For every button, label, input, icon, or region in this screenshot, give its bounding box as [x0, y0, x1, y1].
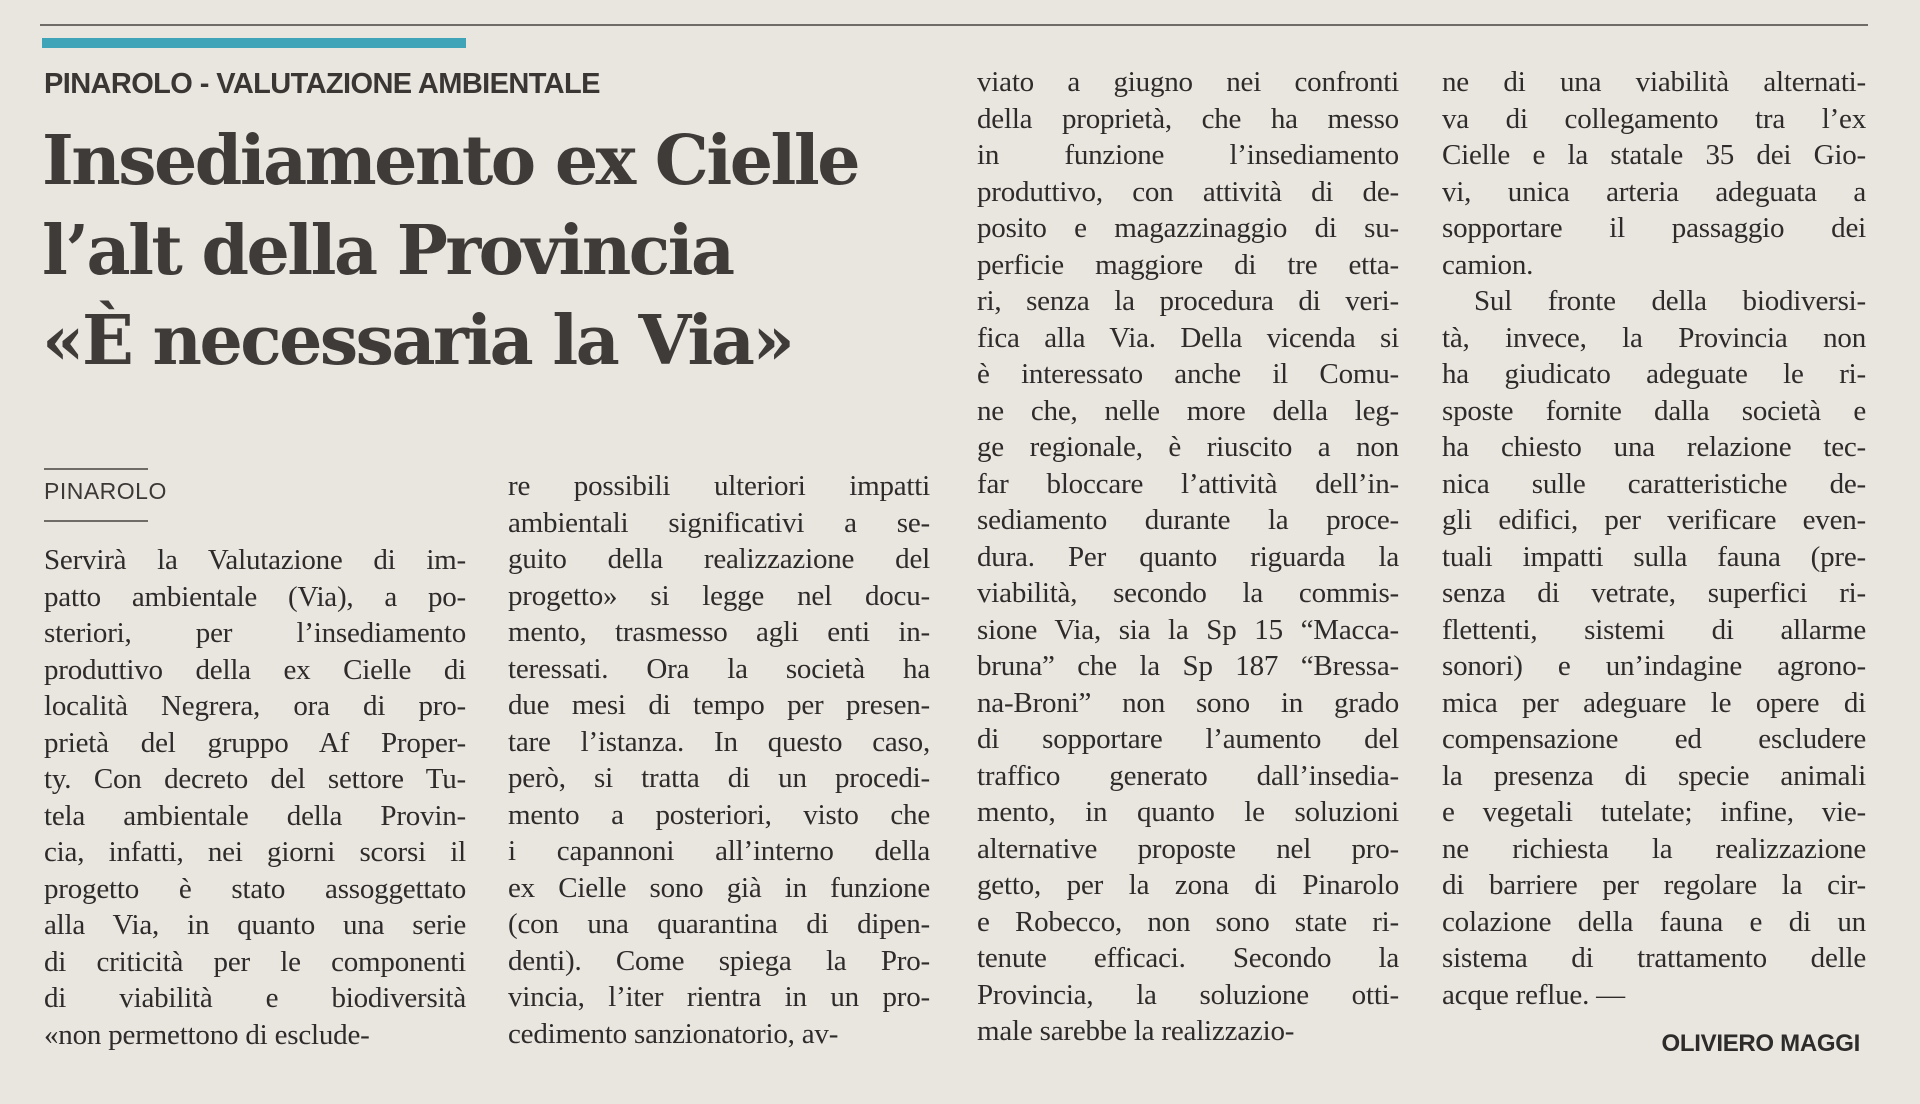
article-text-line: di sopportare l’aumento del: [977, 723, 1399, 755]
article-text-line: camion.: [1442, 248, 1534, 281]
location-label: PINAROLO: [44, 478, 167, 504]
article-text-line: sonori) e un’indagine agrono-: [1442, 650, 1866, 682]
headline: [42, 116, 922, 386]
article-text-line: steriori, per l’insediamento: [44, 617, 466, 649]
article-text-line: teressati. Ora la società ha: [508, 652, 930, 685]
article-text-line: Sul fronte della biodiversi-: [1474, 285, 1866, 317]
article-text-line: tenute efficaci. Secondo la: [977, 942, 1399, 974]
article-text-line: tela ambientale della Provin-: [44, 799, 466, 832]
article-text-line: sopportare il passaggio dei: [1442, 212, 1866, 244]
article-text-line: Cielle e la statale 35 dei Gio-: [1442, 139, 1866, 171]
article-text-line: sione Via, sia la Sp 15 “Macca-: [977, 613, 1399, 646]
article-text-line: Servirà la Valutazione di im-: [44, 544, 466, 576]
location-rule-top: [44, 468, 148, 470]
article-text-line: posito e magazzinaggio di su-: [977, 212, 1399, 244]
article-text-line: e vegetali tutelate; infine, vie-: [1442, 796, 1866, 828]
article-text-line: in funzione l’insediamento: [977, 139, 1399, 171]
location-rule-bottom: [44, 520, 148, 522]
article-text-line: ty. Con decreto del settore Tu-: [44, 763, 466, 795]
article-text-line: mento a posteriori, visto che: [508, 798, 930, 831]
article-text-line: progetto è stato assoggettato: [44, 872, 466, 905]
article-text-line: mento, in quanto le soluzioni: [977, 796, 1399, 828]
article-text-line: bruna” che la Sp 187 “Bressa-: [977, 650, 1399, 682]
article-text-line: mica per adeguare le opere di: [1442, 686, 1866, 719]
article-text-line: na-Broni” non sono in grado: [977, 686, 1399, 719]
article-text-line: e Robecco, non sono state ri-: [977, 905, 1399, 938]
article-text-line: «non permettono di esclude-: [44, 1018, 370, 1051]
article-column-3: [977, 64, 1399, 1050]
article-text-line: patto ambientale (Via), a po-: [44, 580, 466, 613]
article-text-line: vi, unica arteria adeguata a: [1442, 175, 1866, 208]
article-text-line: flettenti, sistemi di allarme: [1442, 613, 1866, 646]
article-text-line: cia, infatti, nei giorni scorsi il: [44, 836, 466, 868]
article-text-line: va di collegamento tra l’ex: [1442, 102, 1866, 135]
article-text-line: fica alla Via. Della vicenda si: [977, 321, 1399, 354]
top-rule: [40, 24, 1868, 26]
article-text-line: ge regionale, è riuscito a non: [977, 431, 1399, 463]
headline-line: Insediamento ex Cielle: [42, 121, 858, 201]
article-text-line: compensazione ed escludere: [1442, 723, 1866, 755]
article-text-line: dura. Per quanto riguarda la: [977, 540, 1399, 573]
article-text-line: ha giudicato adeguate le ri-: [1442, 358, 1866, 390]
article-text-line: viato a giugno nei confronti: [977, 66, 1399, 98]
article-text-line: guito della realizzazione del: [508, 543, 930, 575]
article-text-line: cedimento sanzionatorio, av-: [508, 1017, 839, 1050]
section-accent-bar: [42, 38, 466, 48]
article-text-line: sposte fornite dalla società e: [1442, 394, 1866, 427]
article-text-line: re possibili ulteriori impatti: [508, 470, 930, 502]
article-text-line: di barriere per regolare la cir-: [1442, 869, 1866, 901]
article-column-4: [1442, 64, 1866, 1013]
article-column-2: [508, 468, 930, 1052]
article-text-line: progetto» si legge nel docu-: [508, 579, 930, 612]
article-text-line: gli edifici, per verificare even-: [1442, 504, 1866, 536]
article-text-line: località Negrera, ora di pro-: [44, 690, 466, 722]
article-text-line: alla Via, in quanto una serie: [44, 909, 466, 941]
article-text-line: alternative proposte nel pro-: [977, 832, 1399, 865]
kicker: PINAROLO - VALUTAZIONE AMBIENTALE: [44, 68, 600, 100]
article-text-line: getto, per la zona di Pinarolo: [977, 869, 1399, 901]
article-text-line: ne di una viabilità alternati-: [1442, 66, 1866, 98]
article-text-line: ex Cielle sono già in funzione: [508, 871, 930, 904]
author-byline: OLIVIERO MAGGI: [1661, 1030, 1860, 1057]
article-text-line: vincia, l’iter rientra in un pro-: [508, 981, 930, 1013]
article-text-line: tuali impatti sulla fauna (pre-: [1442, 540, 1866, 573]
article-text-line: ambientali significativi a se-: [508, 506, 930, 539]
article-text-line: sistema di trattamento delle: [1442, 942, 1866, 974]
article-text-line: di criticità per le componenti: [44, 945, 466, 978]
byline-row: [1442, 1024, 1866, 1060]
article-text-line: produttivo della ex Cielle di: [44, 653, 466, 686]
headline-line: l’alt della Provincia: [42, 211, 733, 291]
article-text-line: i capannoni all’interno della: [508, 835, 930, 867]
headline-line: «È necessaria la Via»: [42, 301, 793, 381]
article-text-line: ne che, nelle more della leg-: [977, 394, 1399, 427]
article-text-line: della proprietà, che ha messo: [977, 102, 1399, 135]
article-text-line: tà, invece, la Provincia non: [1442, 321, 1866, 354]
article-text-line: traffico generato dall’insedia-: [977, 759, 1399, 792]
article-column-1: [44, 542, 466, 1053]
article-text-line: però, si tratta di un procedi-: [508, 762, 930, 794]
article-text-line: (con una quarantina di dipen-: [508, 908, 930, 940]
article-text-line: senza di vetrate, superfici ri-: [1442, 577, 1866, 609]
article-text-line: produttivo, con attività di de-: [977, 175, 1399, 208]
article-text-line: far bloccare l’attività dell’in-: [977, 467, 1399, 500]
article-text-line: ri, senza la procedura di veri-: [977, 285, 1399, 317]
article-text-line: viabilità, secondo la commis-: [977, 577, 1399, 609]
article-text-line: male sarebbe la realizzazio-: [977, 1015, 1295, 1047]
article-text-line: mento, trasmesso agli enti in-: [508, 616, 930, 648]
article-text-line: sediamento durante la proce-: [977, 504, 1399, 536]
article-text-line: nica sulle caratteristiche de-: [1442, 467, 1866, 500]
article-text-line: acque reflue. —: [1442, 978, 1625, 1011]
article-text-line: ha chiesto una relazione tec-: [1442, 431, 1866, 463]
article-text-line: colazione della fauna e di un: [1442, 905, 1866, 938]
article-text-line: è interessato anche il Comu-: [977, 358, 1399, 390]
article-text-line: denti). Come spiega la Pro-: [508, 944, 930, 977]
article-text-line: di viabilità e biodiversità: [44, 982, 466, 1014]
article-text-line: la presenza di specie animali: [1442, 759, 1866, 792]
article-text-line: ne richiesta la realizzazione: [1442, 832, 1866, 865]
article-text-line: perficie maggiore di tre etta-: [977, 248, 1399, 281]
article-text-line: Provincia, la soluzione otti-: [977, 978, 1399, 1011]
article-text-line: prietà del gruppo Af Proper-: [44, 726, 466, 759]
article-text-line: due mesi di tempo per presen-: [508, 689, 930, 721]
article-text-line: tare l’istanza. In questo caso,: [508, 725, 930, 758]
